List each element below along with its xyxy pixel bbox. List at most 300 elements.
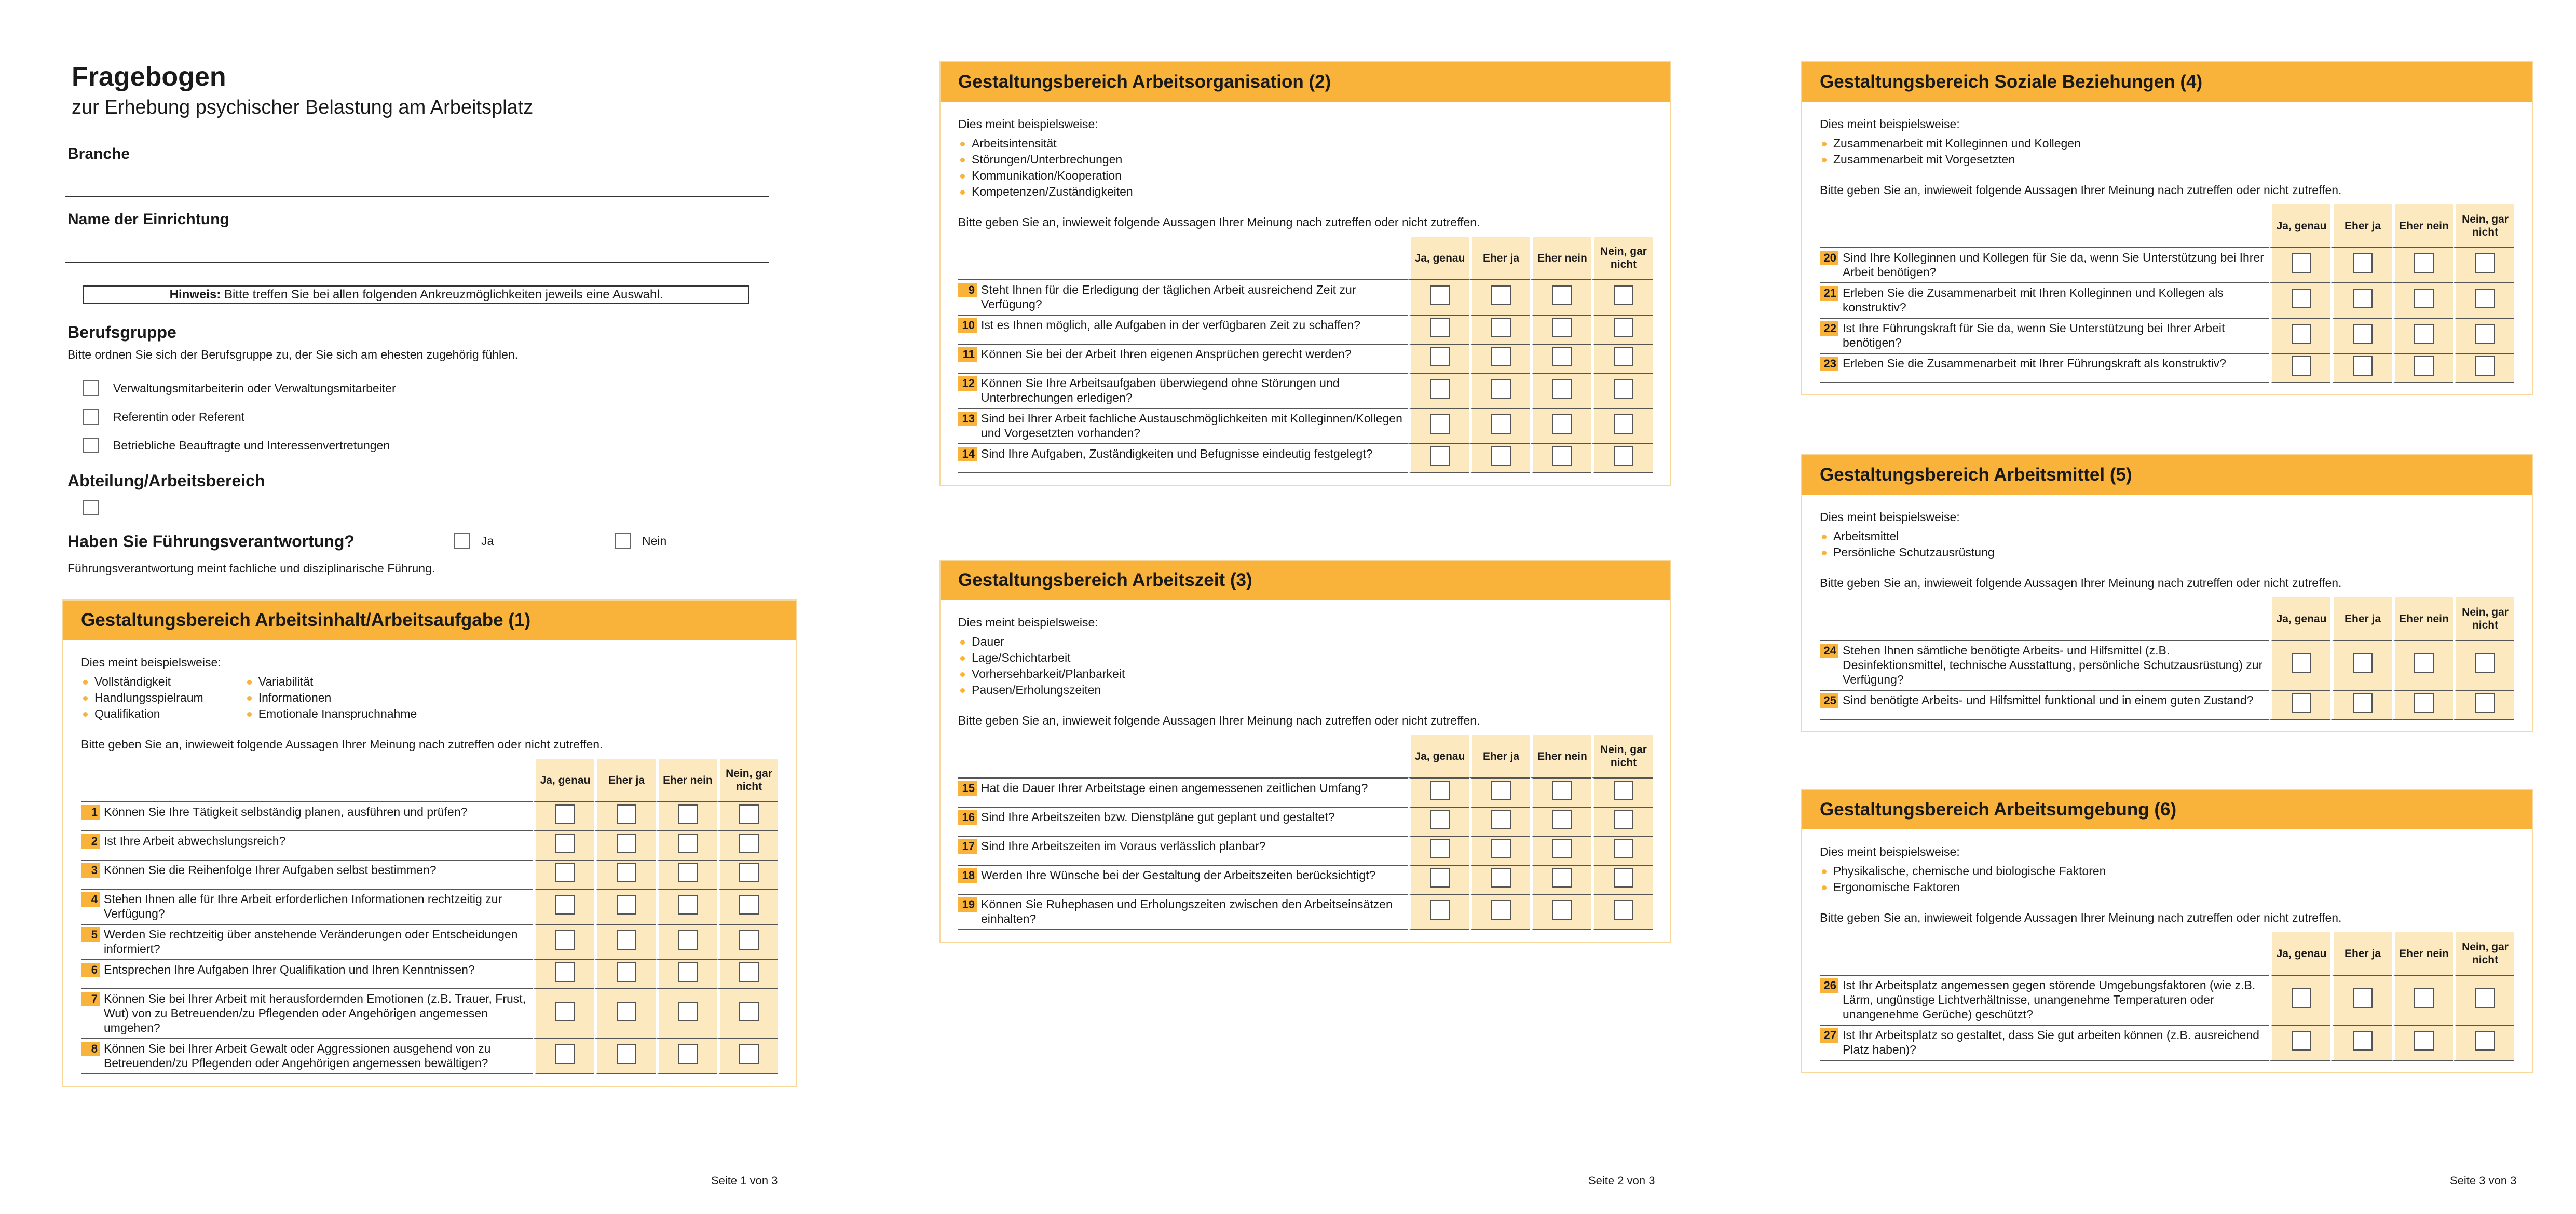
answer-checkbox[interactable]: [617, 804, 636, 824]
answer-checkbox[interactable]: [739, 930, 759, 950]
answer-checkbox[interactable]: [2475, 693, 2495, 713]
answer-checkbox[interactable]: [2414, 324, 2434, 344]
answer-cell: [1408, 777, 1469, 807]
table-header-row: [1820, 204, 2514, 247]
answer-checkbox[interactable]: [2414, 1031, 2434, 1051]
answer-checkbox[interactable]: [1552, 810, 1572, 829]
examples-column: [1820, 135, 2081, 168]
answer-checkbox[interactable]: [1430, 414, 1450, 434]
answer-checkbox[interactable]: [1614, 285, 1633, 305]
answer-checkbox[interactable]: [678, 962, 698, 982]
answer-cell: [2269, 640, 2330, 690]
section-instruction: Bitte geben Sie an, inwieweit folgende Aussagen Ihrer Meinung nach zutreffen oder nicht zutreffen.: [1820, 911, 2342, 924]
answer-cell: [1408, 894, 1469, 930]
answer-checkbox[interactable]: [1430, 318, 1450, 337]
question: [958, 781, 1408, 796]
question: [81, 1041, 533, 1070]
answer-cell: [656, 889, 717, 924]
answer-cell: [1469, 315, 1530, 344]
answer-checkbox[interactable]: [2292, 653, 2311, 673]
example-item: Physikalische, chemische und biologische Faktoren: [1820, 863, 2106, 879]
answer-cell: [2269, 1025, 2330, 1061]
question-cell: [81, 924, 533, 959]
answer-column-header: Nein, gar nicht: [2453, 204, 2514, 247]
question-cell: [1820, 318, 2269, 353]
question-table: [958, 237, 1653, 473]
answer-cell: [656, 1038, 717, 1074]
answer-checkbox[interactable]: [555, 863, 575, 882]
question-cell: [958, 408, 1408, 443]
page-footer: Seite 3 von 3: [2450, 1174, 2517, 1187]
answer-column-header: Ja, genau: [1408, 735, 1469, 777]
answer-checkbox[interactable]: [1430, 347, 1450, 366]
answer-cell: [2392, 1025, 2453, 1061]
answer-cell: [717, 801, 778, 830]
answer-checkbox[interactable]: [739, 804, 759, 824]
answer-checkbox[interactable]: [1491, 900, 1511, 920]
section-body: [63, 640, 796, 1086]
answer-column-header: Ja, genau: [1408, 237, 1469, 279]
answer-checkbox[interactable]: [1552, 347, 1572, 366]
examples-intro: Dies meint beispielsweise:: [958, 616, 1098, 629]
answer-cell: [1408, 865, 1469, 894]
answer-checkbox[interactable]: [2353, 693, 2373, 713]
example-item: Emotionale Inanspruchnahme: [245, 706, 417, 722]
answer-checkbox[interactable]: [2475, 988, 2495, 1008]
answer-cell: [1591, 344, 1653, 373]
answer-cell: [656, 860, 717, 889]
answer-checkbox[interactable]: [1491, 347, 1511, 366]
answer-checkbox[interactable]: [1552, 900, 1572, 920]
answer-cell: [594, 1038, 656, 1074]
question-text: Sind benötigte Arbeits- und Hilfsmittel funktional und in einem guten Zustand?: [1843, 693, 2254, 707]
document-title: Fragebogen: [72, 62, 226, 92]
question-number: 5: [81, 927, 100, 942]
answer-checkbox[interactable]: [555, 895, 575, 915]
answer-checkbox[interactable]: [678, 863, 698, 882]
table-row: [958, 315, 1653, 344]
answer-checkbox[interactable]: [1614, 347, 1633, 366]
question-number: 15: [958, 781, 977, 796]
question-number: 3: [81, 863, 100, 878]
answer-column-header: Nein, gar nicht: [1591, 735, 1653, 777]
table-row: [81, 959, 778, 988]
answer-cell: [1408, 836, 1469, 865]
examples-list: [81, 674, 778, 722]
question-text: Werden Ihre Wünsche bei der Gestaltung der Arbeitszeiten berücksichtigt?: [981, 868, 1376, 882]
answer-checkbox[interactable]: [2292, 988, 2311, 1008]
question: [1820, 643, 2269, 687]
table-row: [958, 344, 1653, 373]
answer-cell: [2330, 975, 2392, 1025]
answer-cell: [1530, 865, 1591, 894]
table-row: [958, 373, 1653, 408]
table-row: [958, 836, 1653, 865]
answer-checkbox[interactable]: [2292, 693, 2311, 713]
answer-cell: [717, 860, 778, 889]
answer-checkbox[interactable]: [1491, 446, 1511, 466]
question: [81, 991, 533, 1035]
page-3: [1801, 0, 2533, 1214]
answer-checkbox[interactable]: [739, 962, 759, 982]
answer-checkbox[interactable]: [2414, 356, 2434, 376]
answer-checkbox[interactable]: [678, 804, 698, 824]
header-blank: [1820, 597, 2269, 640]
branche-label: Branche: [67, 145, 130, 162]
abteilung-title: Abteilung/Arbeitsbereich: [67, 471, 265, 490]
branche-input-line[interactable]: [65, 196, 769, 197]
answer-column-header: Nein, gar nicht: [1591, 237, 1653, 279]
answer-cell: [533, 889, 594, 924]
examples-list: [1820, 863, 2514, 895]
answer-checkbox[interactable]: [1491, 839, 1511, 858]
table-row: [958, 807, 1653, 836]
question-number: 1: [81, 805, 100, 820]
example-item: Arbeitsmittel: [1820, 528, 1995, 544]
table-row: [1820, 318, 2514, 353]
question-cell: [81, 860, 533, 889]
option-label: Ja: [481, 534, 494, 548]
question-cell: [81, 830, 533, 860]
question-cell: [81, 889, 533, 924]
answer-checkbox[interactable]: [678, 1002, 698, 1021]
fuehrung-no-option[interactable]: [615, 533, 666, 549]
answer-cell: [1469, 777, 1530, 807]
answer-cell: [2269, 690, 2330, 720]
section-instruction: Bitte geben Sie an, inwieweit folgende Aussagen Ihrer Meinung nach zutreffen oder nicht zutreffen.: [1820, 183, 2342, 197]
answer-checkbox[interactable]: [555, 804, 575, 824]
question-table: [1820, 932, 2514, 1061]
question: [81, 892, 533, 921]
abteilung-checkbox-row[interactable]: [83, 500, 113, 515]
answer-checkbox[interactable]: [1491, 868, 1511, 888]
answer-checkbox[interactable]: [2414, 289, 2434, 308]
answer-checkbox[interactable]: [739, 834, 759, 853]
answer-cell: [533, 830, 594, 860]
answer-checkbox[interactable]: [2292, 1031, 2311, 1051]
einrichtung-input-line[interactable]: [65, 262, 769, 263]
answer-checkbox[interactable]: [2475, 653, 2495, 673]
table-header-row: [958, 735, 1653, 777]
answer-checkbox[interactable]: [2414, 693, 2434, 713]
answer-cell: [1469, 836, 1530, 865]
answer-cell: [1530, 315, 1591, 344]
question-text: Sind Ihre Arbeitszeiten bzw. Dienstpläne gut geplant und gestaltet?: [981, 810, 1335, 824]
answer-cell: [2453, 282, 2514, 318]
example-item: Störungen/Unterbrechungen: [958, 152, 1133, 168]
answer-cell: [2453, 690, 2514, 720]
answer-checkbox[interactable]: [555, 834, 575, 853]
answer-cell: [1591, 443, 1653, 473]
answer-checkbox[interactable]: [1430, 781, 1450, 800]
answer-checkbox[interactable]: [1491, 318, 1511, 337]
answer-cell: [2330, 1025, 2392, 1061]
answer-column-header: Eher nein: [2392, 204, 2453, 247]
checkbox[interactable]: [83, 500, 99, 515]
answer-checkbox[interactable]: [2414, 988, 2434, 1008]
berufsgruppe-instruction: Bitte ordnen Sie sich der Berufsgruppe zu, der Sie sich am ehesten zugehörig fühlen.: [67, 348, 519, 361]
answer-checkbox[interactable]: [617, 895, 636, 915]
question-cell: [958, 373, 1408, 408]
answer-cell: [1530, 279, 1591, 315]
answer-checkbox[interactable]: [739, 895, 759, 915]
answer-cell: [1469, 807, 1530, 836]
checkbox[interactable]: [454, 533, 470, 549]
answer-checkbox[interactable]: [2353, 356, 2373, 376]
answer-cell: [1591, 777, 1653, 807]
header-blank: [1820, 932, 2269, 975]
answer-column-header: Eher ja: [2330, 932, 2392, 975]
section-arbeitsumgebung: [1801, 789, 2533, 1073]
answer-checkbox[interactable]: [1552, 318, 1572, 337]
answer-cell: [1469, 865, 1530, 894]
answer-cell: [1591, 279, 1653, 315]
answer-checkbox[interactable]: [555, 1002, 575, 1021]
answer-checkbox[interactable]: [555, 962, 575, 982]
answer-checkbox[interactable]: [1430, 868, 1450, 888]
answer-checkbox[interactable]: [739, 1002, 759, 1021]
fuehrung-yes-option[interactable]: [454, 533, 494, 549]
question-cell: [1820, 247, 2269, 282]
answer-checkbox[interactable]: [2353, 289, 2373, 308]
answer-checkbox[interactable]: [1552, 839, 1572, 858]
question-cell: [1820, 975, 2269, 1025]
question: [958, 446, 1408, 461]
question-text: Steht Ihnen für die Erledigung der täglichen Arbeit ausreichend Zeit zur Verfügung?: [981, 283, 1356, 311]
examples-column: [245, 674, 417, 722]
question-number: 13: [958, 412, 977, 426]
checkbox[interactable]: [83, 438, 99, 453]
question-cell: [1820, 353, 2269, 383]
answer-checkbox[interactable]: [2475, 253, 2495, 273]
answer-cell: [717, 924, 778, 959]
answer-checkbox[interactable]: [1430, 285, 1450, 305]
hint-box: [83, 285, 749, 304]
section-body: [1802, 829, 2532, 1072]
section-soziale-beziehungen: [1801, 61, 2533, 395]
question-number: 17: [958, 839, 977, 854]
question-table: [1820, 597, 2514, 720]
answer-checkbox[interactable]: [1552, 781, 1572, 800]
answer-checkbox[interactable]: [2292, 253, 2311, 273]
question: [958, 318, 1408, 333]
answer-checkbox[interactable]: [1491, 414, 1511, 434]
hint-bold: Hinweis:: [169, 288, 221, 302]
example-item: Vollständigkeit: [81, 674, 203, 690]
option-label: Verwaltungsmitarbeiterin oder Verwaltungsmitarbeiter: [113, 381, 396, 395]
answer-checkbox[interactable]: [2353, 1031, 2373, 1051]
answer-checkbox[interactable]: [1430, 379, 1450, 399]
answer-checkbox[interactable]: [2414, 653, 2434, 673]
question-cell: [958, 777, 1408, 807]
answer-checkbox[interactable]: [1614, 318, 1633, 337]
question: [81, 962, 533, 977]
answer-cell: [2453, 640, 2514, 690]
answer-cell: [2330, 318, 2392, 353]
question-text: Ist es Ihnen möglich, alle Aufgaben in der verfügbaren Zeit zu schaffen?: [981, 318, 1360, 332]
answer-cell: [533, 988, 594, 1038]
answer-checkbox[interactable]: [1614, 810, 1633, 829]
answer-checkbox[interactable]: [1430, 810, 1450, 829]
answer-column-header: Eher ja: [1469, 735, 1530, 777]
answer-cell: [1591, 315, 1653, 344]
answer-cell: [1591, 373, 1653, 408]
example-item: Dauer: [958, 634, 1125, 650]
header-blank: [958, 237, 1408, 279]
answer-cell: [717, 988, 778, 1038]
answer-cell: [2330, 353, 2392, 383]
answer-column-header: Ja, genau: [533, 759, 594, 801]
answer-checkbox[interactable]: [1614, 379, 1633, 399]
question: [958, 868, 1408, 883]
question: [1820, 321, 2269, 350]
answer-checkbox[interactable]: [1491, 810, 1511, 829]
answer-checkbox[interactable]: [678, 895, 698, 915]
answer-checkbox[interactable]: [1430, 839, 1450, 858]
answer-checkbox[interactable]: [1614, 446, 1633, 466]
answer-checkbox[interactable]: [678, 1044, 698, 1064]
answer-cell: [2392, 690, 2453, 720]
section-instruction: Bitte geben Sie an, inwieweit folgende Aussagen Ihrer Meinung nach zutreffen oder nicht zutreffen.: [81, 738, 603, 751]
answer-cell: [1530, 443, 1591, 473]
answer-checkbox[interactable]: [617, 863, 636, 882]
question-text: Können Sie die Reihenfolge Ihrer Aufgaben selbst bestimmen?: [104, 863, 437, 877]
answer-checkbox[interactable]: [2475, 289, 2495, 308]
answer-checkbox[interactable]: [1491, 285, 1511, 305]
answer-cell: [2392, 282, 2453, 318]
question-cell: [1820, 640, 2269, 690]
examples-intro: Dies meint beispielsweise:: [81, 656, 221, 669]
answer-cell: [1408, 443, 1469, 473]
answer-column-header: Eher ja: [594, 759, 656, 801]
answer-checkbox[interactable]: [1614, 839, 1633, 858]
answer-checkbox[interactable]: [678, 834, 698, 853]
answer-column-header: Eher ja: [1469, 237, 1530, 279]
answer-checkbox[interactable]: [1552, 379, 1572, 399]
answer-checkbox[interactable]: [1614, 781, 1633, 800]
answer-cell: [2269, 353, 2330, 383]
answer-checkbox[interactable]: [678, 930, 698, 950]
question-cell: [958, 279, 1408, 315]
answer-checkbox[interactable]: [555, 930, 575, 950]
answer-checkbox[interactable]: [2292, 356, 2311, 376]
answer-checkbox[interactable]: [617, 1002, 636, 1021]
checkbox[interactable]: [83, 380, 99, 396]
checkbox[interactable]: [83, 409, 99, 425]
question-number: 26: [1820, 978, 1838, 993]
answer-checkbox[interactable]: [1614, 414, 1633, 434]
section-arbeitsinhalt: [62, 599, 797, 1087]
answer-checkbox[interactable]: [1614, 900, 1633, 920]
question-number: 23: [1820, 357, 1838, 371]
berufsgruppe-option[interactable]: [83, 380, 396, 396]
question-number: 10: [958, 318, 977, 333]
answer-cell: [656, 988, 717, 1038]
answer-checkbox[interactable]: [2475, 1031, 2495, 1051]
question-table: [1820, 204, 2514, 383]
answer-checkbox[interactable]: [1552, 414, 1572, 434]
answer-cell: [1469, 344, 1530, 373]
question-number: 21: [1820, 286, 1838, 301]
answer-checkbox[interactable]: [2292, 289, 2311, 308]
answer-checkbox[interactable]: [1491, 781, 1511, 800]
answer-checkbox[interactable]: [1430, 446, 1450, 466]
answer-checkbox[interactable]: [2353, 324, 2373, 344]
answer-checkbox[interactable]: [2414, 253, 2434, 273]
answer-checkbox[interactable]: [1614, 868, 1633, 888]
answer-checkbox[interactable]: [2292, 324, 2311, 344]
example-item: Ergonomische Faktoren: [1820, 879, 2106, 895]
answer-checkbox[interactable]: [2353, 988, 2373, 1008]
answer-checkbox[interactable]: [555, 1044, 575, 1064]
answer-cell: [533, 959, 594, 988]
answer-checkbox[interactable]: [617, 930, 636, 950]
question-number: 27: [1820, 1028, 1838, 1043]
answer-checkbox[interactable]: [739, 1044, 759, 1064]
answer-cell: [1530, 373, 1591, 408]
examples-column: [1820, 863, 2106, 895]
section-title: Gestaltungsbereich Arbeitsorganisation (2): [941, 62, 1670, 102]
table-header-row: [1820, 597, 2514, 640]
answer-checkbox[interactable]: [1491, 379, 1511, 399]
option-label: Nein: [642, 534, 667, 548]
berufsgruppe-option[interactable]: [83, 409, 244, 425]
answer-checkbox[interactable]: [2353, 653, 2373, 673]
question-text: Können Sie Ihre Tätigkeit selbständig planen, ausführen und prüfen?: [104, 805, 468, 819]
checkbox[interactable]: [615, 533, 631, 549]
answer-checkbox[interactable]: [2475, 324, 2495, 344]
answer-checkbox[interactable]: [2353, 253, 2373, 273]
answer-cell: [1530, 344, 1591, 373]
question: [1820, 978, 2269, 1021]
question: [1820, 285, 2269, 315]
section-body: [1802, 102, 2532, 394]
section-title: Gestaltungsbereich Arbeitsinhalt/Arbeitsaufgabe (1): [63, 601, 796, 640]
answer-cell: [2269, 975, 2330, 1025]
answer-checkbox[interactable]: [1552, 446, 1572, 466]
answer-checkbox[interactable]: [617, 962, 636, 982]
examples-list: [1820, 528, 2514, 561]
answer-checkbox[interactable]: [1552, 868, 1572, 888]
answer-checkbox[interactable]: [617, 834, 636, 853]
question: [81, 927, 533, 956]
answer-cell: [2392, 247, 2453, 282]
answer-checkbox[interactable]: [1552, 285, 1572, 305]
answer-checkbox[interactable]: [2475, 356, 2495, 376]
answer-column-header: Ja, genau: [2269, 932, 2330, 975]
question-number: 4: [81, 892, 100, 907]
answer-cell: [594, 801, 656, 830]
answer-cell: [656, 830, 717, 860]
question-text: Können Sie bei der Arbeit Ihren eigenen Ansprüchen gerecht werden?: [981, 347, 1352, 361]
section-body: [941, 102, 1670, 485]
answer-cell: [717, 889, 778, 924]
examples-list: [1820, 135, 2514, 168]
answer-cell: [1530, 894, 1591, 930]
answer-column-header: Eher nein: [2392, 932, 2453, 975]
answer-checkbox[interactable]: [739, 863, 759, 882]
table-row: [958, 777, 1653, 807]
question-number: 14: [958, 447, 977, 461]
answer-cell: [2269, 318, 2330, 353]
option-label: Betriebliche Beauftragte und Interessenvertretungen: [113, 438, 390, 452]
question-number: 8: [81, 1042, 100, 1056]
answer-cell: [2392, 640, 2453, 690]
answer-cell: [1530, 807, 1591, 836]
answer-checkbox[interactable]: [1430, 900, 1450, 920]
berufsgruppe-option[interactable]: [83, 438, 390, 453]
answer-checkbox[interactable]: [617, 1044, 636, 1064]
